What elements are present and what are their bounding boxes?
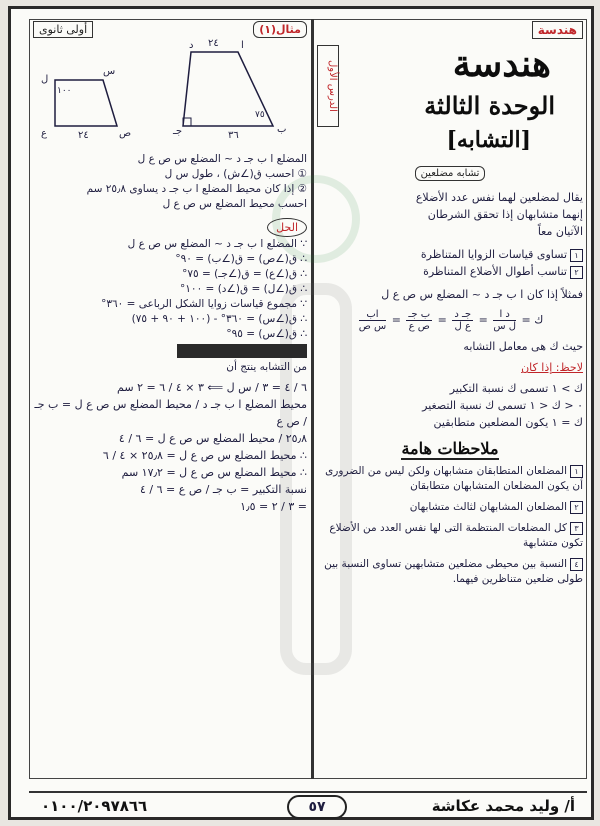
page-title: هندسة (452, 43, 551, 85)
condition-item (317, 246, 583, 263)
big-bottom-length: ٣٦ (228, 130, 239, 141)
condition-text: تناسب أطوال الأضلاع المتناظرة (423, 265, 567, 278)
important-item (317, 500, 583, 515)
grade-label: أولى ثانوى (33, 21, 93, 38)
subject-label: هندسة (532, 21, 583, 39)
note-label: لاحظ: إذا كان (521, 361, 583, 374)
important-number: ٢ (570, 501, 583, 514)
important-text: المضلعان المشابهان لثالث متشابهان (409, 501, 567, 513)
calc-line: = ٣ / ٢ = ١٫٥ (240, 500, 307, 513)
big-angle: ٧٥ (255, 110, 265, 120)
important-item (317, 557, 583, 587)
solution-line: ∴ ق(∠ع) = ق(∠جـ) = ٧٥° (182, 268, 307, 280)
problem-block (33, 152, 307, 212)
highlight-bar (177, 344, 307, 358)
big-vertex-b: ب (277, 124, 287, 135)
small-vertex-e: ع (41, 128, 47, 139)
solution-line: ∴ ق(∠س) = ٩٥° (226, 328, 307, 340)
problem-line: ① احسب ق(∠ش) ، طول س ل (164, 168, 307, 180)
important-list (317, 464, 583, 587)
solution-line: ∴ ق(∠ص) = ق(∠ب) = ٩٠° (175, 253, 307, 265)
solution-line: ∵ المضلع ا ب جـ د ~ المضلع س ص ع ل (127, 238, 307, 250)
definition-line: إنهما متشابهان إذا تحقق الشرطان (427, 208, 583, 221)
definition-line: الآتيان معاً (537, 225, 583, 238)
page-number: ٥٧ (287, 795, 347, 819)
calc-line: ٦ / ٤ = ٣ / س ل ⟸ ٣ × ٤ / ٦ = ٢ سم (117, 381, 307, 394)
phone-number: ٠١٠٠/٢٠٩٧٨٦٦ (41, 797, 148, 815)
note-item: ك > ١ تسمى ك نسبة التكبير (449, 382, 583, 395)
lesson-label: الدرس الأول (317, 45, 339, 127)
important-text: النسبة بين محيطى مضلعين متشابهين تساوى النسبة بين طولى ضلعين متناظرين فيهما. (324, 558, 583, 585)
example-label: مثال(١) (253, 21, 307, 38)
similarity-line: من التشابه ينتج أن (226, 361, 307, 373)
footer (29, 791, 587, 819)
problem-line: المضلع ا ب جـ د ~ المضلع س ص ع ل (137, 153, 307, 165)
calc-line: ٢٥٫٨ / محيط المضلع س ص ع ل = ٦ / ٤ (118, 432, 307, 445)
important-text: المضلعان المتطابقان متشابهان ولكن ليس من الضرورى أن يكون المضلعان المتشابهان متطابقان (325, 465, 583, 492)
solution-line: ∴ ق(∠ل) = ق(∠د) = ١٠٠° (180, 283, 307, 295)
page (8, 6, 594, 820)
important-number: ١ (570, 465, 583, 478)
left-column (33, 21, 307, 515)
important-number: ٣ (570, 522, 583, 535)
small-bottom-length: ٢٤ (78, 130, 89, 141)
small-angle: ١٠٠ (57, 86, 72, 96)
big-vertex-a: ا (241, 40, 244, 51)
small-vertex-s2: ص (119, 128, 132, 139)
important-title: ملاحظات هامة (401, 439, 499, 458)
important-item (317, 521, 583, 551)
calc-block (33, 379, 307, 515)
problem-line: ② إذا كان محيط المضلع ا ب جـ د يساوى ٢٥٫٨ سم (86, 183, 307, 195)
solution-block (33, 216, 307, 342)
subtopic-label: تشابه مضلعين (415, 166, 486, 181)
note-item: ك = ١ يكون المضلعين متطابقين (433, 416, 583, 429)
trapezoid-figures (33, 38, 307, 148)
author-name: أ/ وليد محمد عكاشة (431, 797, 575, 815)
condition-text: تساوى قياسات الزوايا المتناظرة (420, 248, 567, 261)
big-top-length: ٢٤ (208, 38, 219, 49)
calc-line: ∴ محيط المضلع س ص ع ل = ١٧٫٢ سم (121, 466, 307, 479)
condition-item (317, 263, 583, 280)
ratio-equation: $\frac{\text{اب}}{\text{س ص}}$ = $\frac{\text{ب جـ}}{\text{ص ع}}$ = $\frac{\text{جـ د}}{\text{ع ل}}$ = $\frac{\text{د ا}}{\text{ل س}}$ = ك (358, 309, 544, 332)
calc-line: ∴ محيط المضلع س ص ع ل = ٢٥٫٨ × ٤ / ٦ (102, 449, 307, 462)
problem-line: احسب محيط المضلع س ص ع ل (162, 198, 307, 210)
definition-block (317, 189, 583, 240)
example-line: فمثلاً إذا كان ا ب جـ د ~ المضلع س ص ع ل (381, 288, 583, 301)
column-divider (311, 19, 314, 779)
important-item (317, 464, 583, 494)
big-vertex-d: د (189, 40, 194, 51)
figures-area (33, 38, 307, 148)
notes-list (317, 380, 583, 431)
conditions-list (317, 246, 583, 280)
note-item: ٠ < ك < ١ تسمى ك نسبة التصغير (422, 399, 583, 412)
solution-line: ∴ ق(∠س) = ٣٦٠° - (١٠٠ + ٩٠ + ٧٥) (131, 313, 307, 325)
small-vertex-s: س (103, 66, 116, 77)
unit-title: الوحدة الثالثة (424, 91, 555, 120)
condition-number: ٢ (570, 266, 583, 279)
topic-title: [التشابه] (446, 127, 531, 153)
solution-label: الحل (267, 218, 307, 237)
important-text: كل المضلعات المنتظمة التى لها نفس العدد من الأضلاع تكون متشابهة (329, 522, 583, 549)
calc-line: نسبة التكبير = ب جـ / ص ع = ٦ / ٤ (140, 483, 307, 496)
solution-line: ∵ مجموع قياسات زوايا الشكل الرباعى = ٣٦٠° (101, 298, 307, 310)
small-vertex-l: ل (41, 74, 49, 85)
big-vertex-c: جـ (173, 126, 183, 137)
definition-line: يقال لمضلعين لهما نفس عدد الأضلاع (415, 191, 583, 204)
condition-number: ١ (570, 249, 583, 262)
right-column (317, 21, 583, 587)
ratio-text: حيث ك هى معامل التشابه (463, 340, 583, 353)
calc-line: محيط المضلع ا ب جـ د / محيط المضلع س ص ع ل = ب جـ / ص ع (34, 398, 307, 428)
important-number: ٤ (570, 558, 583, 571)
